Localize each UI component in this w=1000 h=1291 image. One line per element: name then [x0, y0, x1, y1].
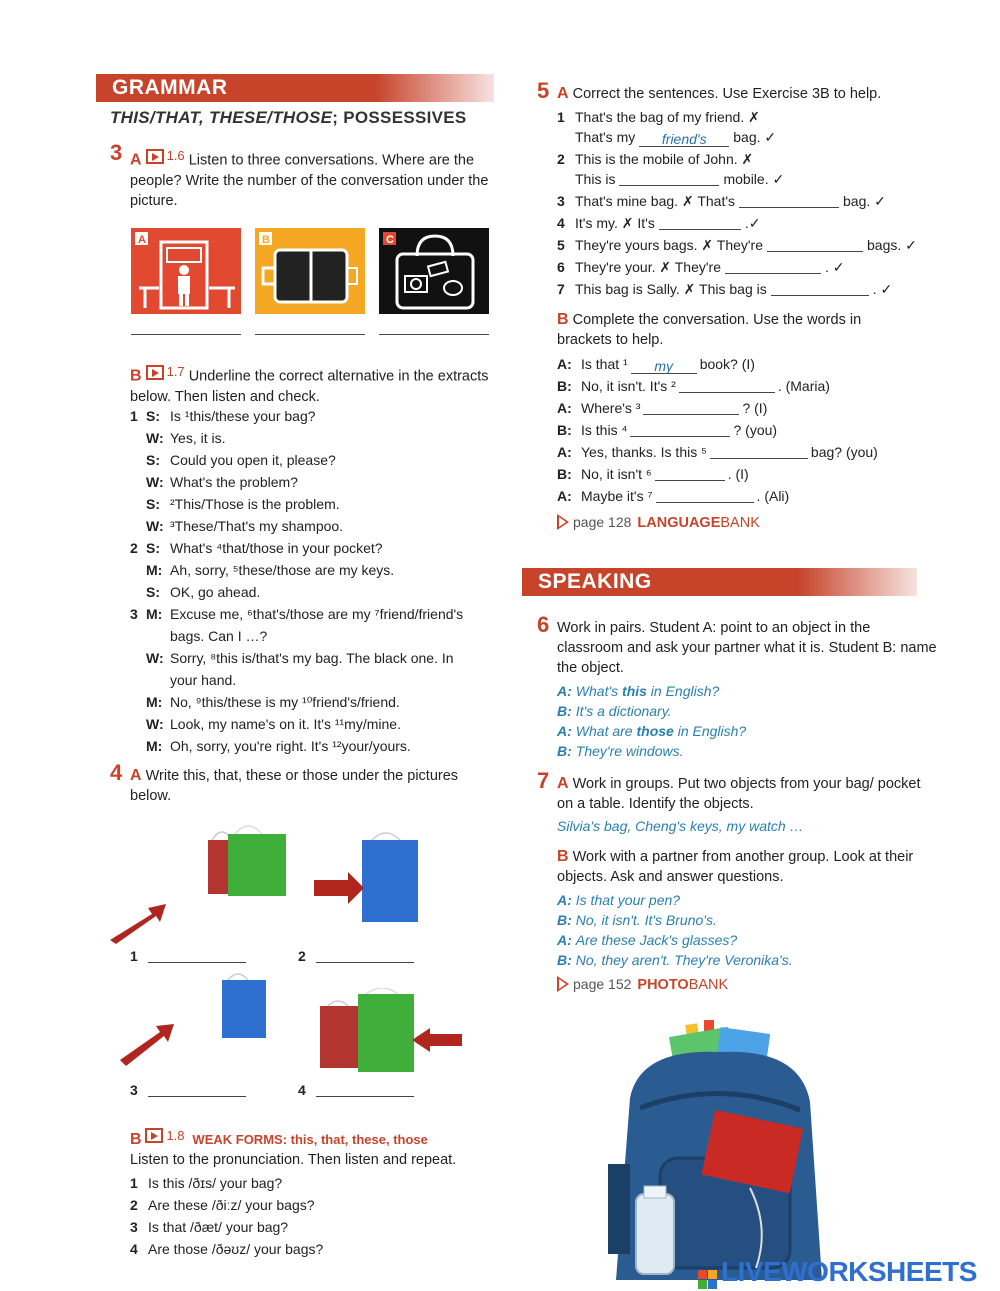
correction-item [557, 257, 845, 277]
line-start: No, it isn't ⁶ [581, 466, 652, 482]
dialogue-line [130, 450, 336, 470]
speaker: B: [557, 743, 572, 759]
dialogue-line [130, 714, 401, 734]
exercise-3a: 3 A 1.6 Listen to three conversations. Where are the people? Write the number of the conversation under the picture. [110, 140, 489, 209]
example-line [557, 721, 746, 741]
speaker: A: [557, 932, 572, 948]
backpack-illustration [600, 1018, 840, 1290]
answer-blank[interactable] [771, 281, 869, 296]
dialogue-line [557, 398, 767, 418]
example-line [557, 930, 737, 950]
pronunciation-item [130, 1195, 315, 1215]
sentence-end: . ✓ [825, 259, 845, 275]
speaker: A: [557, 444, 572, 460]
sentence-start: That's my [575, 129, 636, 145]
speaker: S: [146, 452, 160, 468]
speaking-title: SPEAKING [538, 570, 652, 593]
sentence-end: mobile. ✓ [723, 171, 785, 187]
dialogue-line [130, 692, 400, 712]
dialogue-line [130, 560, 394, 580]
arrow-icon [557, 976, 569, 992]
speaker: B: [557, 466, 572, 482]
sentence-end: . ✓ [872, 281, 893, 297]
picture-c-bag-contents [379, 228, 489, 314]
line-start: No, it isn't. It's ² [581, 378, 676, 394]
liveworksheets-logo-icon [698, 1270, 717, 1289]
example-line [557, 950, 793, 970]
speaker: B: [557, 912, 572, 928]
example-line [557, 681, 719, 701]
play-icon[interactable] [145, 1128, 163, 1143]
exercise-4b-instructions: Listen to the pronunciation. Then listen and repeat. [130, 1152, 457, 1168]
answer-blank[interactable] [619, 171, 719, 186]
line-end: bag? (you) [810, 444, 878, 460]
item-number: 4 [130, 1241, 138, 1257]
item-number: 6 [557, 259, 565, 275]
wrong-sentence: That's the bag of my friend. ✗ [575, 109, 760, 125]
speaker: W: [146, 650, 164, 666]
pronunciation-item [130, 1239, 323, 1259]
grammar-banner [96, 74, 494, 102]
item-number: 3 [557, 193, 565, 209]
item-number: 4 [557, 215, 565, 231]
picture-label: C [386, 234, 394, 246]
dialogue-text[interactable]: Excuse me, ⁶that's/those are my ⁷friend/friend's [170, 606, 464, 622]
watermark: LIVEWORKSHEETS [698, 1256, 977, 1289]
line-start: Is this ⁴ [581, 422, 628, 438]
example-line [557, 890, 680, 910]
line-end: ? (you) [733, 422, 778, 438]
line-start: Maybe it's ⁷ [581, 488, 653, 504]
corrected-sentence [575, 127, 776, 147]
exercise-number: 3 [110, 140, 123, 165]
dialogue-text[interactable]: No, ⁹this/these is my ¹⁰friend's/friend. [170, 694, 400, 710]
dialogue-line [130, 472, 298, 492]
item-number: 2 [130, 540, 138, 556]
answer-blank[interactable] [679, 378, 775, 393]
answer-line-b[interactable] [255, 334, 365, 335]
answer-line-3[interactable] [148, 1096, 246, 1097]
answer-blank[interactable] [725, 259, 821, 274]
picture-label-3: 3 [130, 1082, 138, 1098]
example-text: in English? [673, 723, 747, 739]
sentence-end: .✓ [744, 215, 761, 231]
example-line [557, 741, 684, 761]
speaker: W: [146, 474, 164, 490]
line-start: Yes, thanks. Is this ⁵ [581, 444, 707, 460]
correction-item [557, 107, 760, 127]
item-number: 5 [557, 237, 565, 253]
dialogue-line [557, 420, 777, 440]
speaker: A: [557, 356, 572, 372]
answer-line-1[interactable] [148, 962, 246, 963]
correction-item [557, 191, 886, 211]
line-end: . (Maria) [777, 378, 830, 394]
wrong-sentence: It's my. ✗ It's [575, 215, 655, 231]
picture-label-2: 2 [298, 948, 306, 964]
exercise-3b-instructions: B 1.7 Underline the correct alternative in the extracts below. Then listen and check. [130, 364, 489, 405]
example-text: What are [575, 723, 637, 739]
item-number: 3 [130, 1219, 138, 1235]
speaker: S: [146, 540, 160, 556]
answer-blank[interactable] [739, 193, 839, 208]
answer-line-a[interactable] [131, 334, 241, 335]
item-text: Are those /ðəʊz/ your bags? [148, 1241, 324, 1257]
dialogue-text[interactable]: What's the problem? [170, 474, 298, 490]
answer-blank[interactable] [643, 400, 739, 415]
dialogue-text[interactable]: Look, my name's on it. It's ¹¹my/mine. [170, 716, 401, 732]
picture-label: A [138, 234, 146, 246]
line-end: . (Ali) [756, 488, 790, 504]
example-text: No, they aren't. They're Veronika's. [575, 952, 793, 968]
arrow-icon [557, 514, 569, 530]
sentence-start: This is [575, 171, 616, 187]
dialogue-text[interactable]: bags. Can I …? [170, 628, 268, 644]
dialogue-line [130, 626, 267, 646]
speaker: M: [146, 606, 163, 622]
speaker: M: [146, 562, 163, 578]
answer-blank[interactable] [767, 237, 863, 252]
speaker: A: [557, 400, 572, 416]
example-text: They're windows. [575, 743, 684, 759]
wrong-sentence: They're your. ✗ They're [575, 259, 721, 275]
answer-blank[interactable]: friend's [639, 132, 729, 147]
answer-line-4[interactable] [316, 1096, 414, 1097]
item-number: 3 [130, 606, 138, 622]
wrong-sentence: This bag is Sally. ✗ This bag is [575, 281, 767, 297]
example-text: No, it isn't. It's Bruno's. [575, 912, 717, 928]
answer-blank[interactable] [656, 488, 754, 503]
dialogue-text[interactable]: ²This/Those is the problem. [170, 496, 340, 512]
example-text: Are these Jack's glasses? [575, 932, 738, 948]
dialogue-line [130, 516, 343, 536]
correction-item [557, 149, 753, 169]
dialogue-text[interactable]: your hand. [170, 672, 237, 688]
speaker: A: [557, 892, 572, 908]
exercise-6: 6 Work in pairs. Student A: point to an object in the classroom and ask your partner what it is. Student B: name the object. [537, 612, 937, 676]
speaker: M: [146, 694, 163, 710]
dialogue-line [130, 582, 260, 602]
picture-label: B [262, 234, 270, 246]
speaker: B: [557, 378, 572, 394]
dialogue-text[interactable]: Oh, sorry, you're right. It's ¹²your/yours. [170, 738, 411, 754]
exercise-4a: 4 A Write this, that, these or those under the pictures below. [110, 760, 459, 804]
exercise-5a: 5 A Correct the sentences. Use Exercise 3B to help. [537, 78, 882, 103]
grammar-title: GRAMMAR [112, 76, 228, 99]
item-text: Is that /ðæt/ your bag? [148, 1219, 289, 1235]
pronunciation-item [130, 1217, 288, 1237]
audio-track[interactable]: 1.7 [146, 362, 185, 382]
answer-blank[interactable] [655, 466, 725, 481]
dialogue-line [130, 406, 316, 426]
speaker: A: [557, 723, 572, 739]
answer-blank[interactable]: my [631, 359, 697, 374]
item-number: 2 [557, 151, 565, 167]
speaker: M: [146, 738, 163, 754]
wrong-sentence: They're yours bags. ✗ They're [575, 237, 764, 253]
sentence-end: bags. ✓ [867, 237, 917, 253]
picture-label-1: 1 [130, 948, 138, 964]
item-text: Is this /ðɪs/ your bag? [148, 1175, 283, 1191]
speaker: B: [557, 703, 572, 719]
dialogue-line [557, 442, 878, 462]
picture-3-bag-far [120, 972, 270, 1068]
line-end: . (I) [727, 466, 749, 482]
sentence-end: bag. ✓ [733, 129, 777, 145]
exercise-7a: 7 A Work in groups. Put two objects from your bag/ pocket on a table. Identify the objects. [537, 768, 921, 812]
item-number: 1 [130, 408, 138, 424]
dialogue-text[interactable]: OK, go ahead. [170, 584, 261, 600]
dialogue-line [130, 736, 411, 756]
answer-line-2[interactable] [316, 962, 414, 963]
dialogue-line [130, 538, 383, 558]
dialogue-text[interactable]: ³These/That's my shampoo. [170, 518, 344, 534]
photo-bank-link[interactable]: page 152 PHOTOBANK [557, 976, 728, 993]
dialogue-line [130, 670, 236, 690]
picture-4-bags-near [318, 988, 464, 1074]
example-highlight: those [636, 723, 674, 739]
dialogue-line [130, 494, 340, 514]
dialogue-text[interactable]: Sorry, ⁸this is/that's my bag. The black one. In [170, 650, 454, 666]
exercise-4b-title: B 1.8 WEAK FORMS: this, that, these, those [130, 1128, 428, 1148]
speaker: W: [146, 716, 164, 732]
item-number: 2 [130, 1197, 138, 1213]
speaker: B: [557, 952, 572, 968]
picture-label-4: 4 [298, 1082, 306, 1098]
line-end: book? (I) [699, 356, 755, 372]
item-number: 7 [557, 281, 565, 297]
line-start: Is that ¹ [581, 356, 628, 372]
picture-1-bags-far [110, 822, 290, 944]
sentence-end: bag. ✓ [843, 193, 886, 209]
speaker: B: [557, 422, 572, 438]
wrong-sentence: This is the mobile of John. ✗ [575, 151, 754, 167]
example-line [557, 910, 717, 930]
answer-blank[interactable] [659, 215, 741, 230]
line-start: Where's ³ [581, 400, 641, 416]
exercise-7b: B Work with a partner from another group. Look at their objects. Ask and answer questions. [557, 848, 914, 885]
example-highlight: this [622, 683, 647, 699]
grammar-subhead: THIS/THAT, THESE/THOSE; POSSESSIVES [110, 108, 467, 127]
play-icon[interactable] [146, 365, 164, 380]
picture-2-bag-near [314, 832, 424, 924]
picture-a-security-gate [131, 228, 241, 314]
correction-item [557, 279, 892, 299]
language-bank-link[interactable]: page 128 LANGUAGEBANK [557, 514, 760, 531]
dialogue-text[interactable]: What's ⁴that/those in your pocket? [170, 540, 383, 556]
picture-b-suitcase [255, 228, 365, 314]
item-text: Are these /ðiːz/ your bags? [148, 1197, 315, 1213]
dialogue-line [557, 486, 789, 506]
dialogue-line [130, 604, 463, 624]
dialogue-text[interactable]: Could you open it, please? [170, 452, 336, 468]
example-line [557, 701, 672, 721]
dialogue-text[interactable]: Yes, it is. [170, 430, 226, 446]
speaker: S: [146, 584, 160, 600]
dialogue-line [557, 354, 755, 374]
speaker: W: [146, 518, 164, 534]
speaker: W: [146, 430, 164, 446]
dialogue-text[interactable]: Ah, sorry, ⁵these/those are my keys. [170, 562, 395, 578]
example-text: It's a dictionary. [575, 703, 672, 719]
corrected-sentence [575, 169, 784, 189]
example-text: in English? [646, 683, 720, 699]
wrong-sentence: That's mine bag. ✗ That's [575, 193, 736, 209]
play-icon[interactable] [146, 149, 164, 164]
audio-track[interactable]: 1.8 [145, 1128, 184, 1143]
pronunciation-item [130, 1173, 282, 1193]
answer-line-c[interactable] [379, 334, 489, 335]
dialogue-line [557, 376, 830, 396]
dialogue-line [557, 464, 749, 484]
example-text: Is that your pen? [575, 892, 681, 908]
exercise-7a-example: Silvia's bag, Cheng's keys, my watch … [557, 818, 804, 834]
answer-blank[interactable] [630, 422, 730, 437]
answer-blank[interactable] [710, 444, 808, 459]
item-number: 1 [130, 1175, 138, 1191]
audio-track[interactable]: 1.6 [146, 146, 185, 166]
speaker: S: [146, 408, 160, 424]
example-text: What's [575, 683, 623, 699]
speaking-banner [522, 568, 917, 596]
speaker: S: [146, 496, 160, 512]
dialogue-line [130, 648, 454, 668]
item-number: 1 [557, 109, 565, 125]
correction-item [557, 235, 917, 255]
line-end: ? (I) [742, 400, 768, 416]
exercise-5b: B Complete the conversation. Use the words in brackets to help. [557, 311, 862, 348]
speaker: A: [557, 683, 572, 699]
correction-item [557, 213, 760, 233]
dialogue-text[interactable]: Is ¹this/these your bag? [170, 408, 316, 424]
speaker: A: [557, 488, 572, 504]
dialogue-line [130, 428, 226, 448]
